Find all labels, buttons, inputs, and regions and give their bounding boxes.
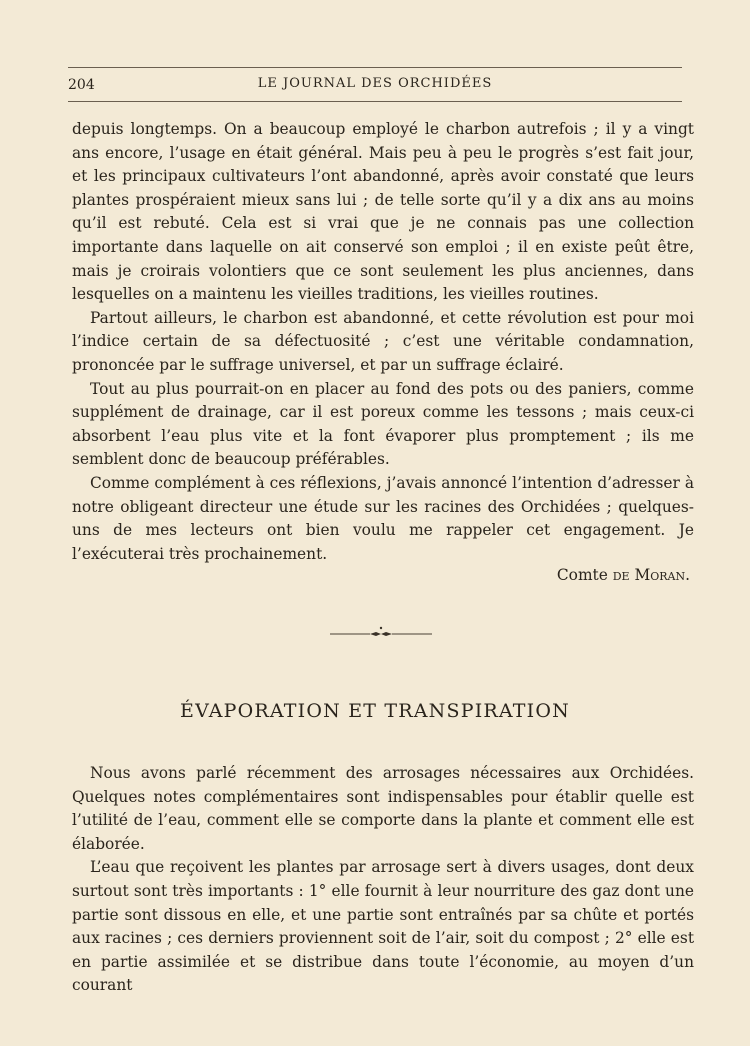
signature-prefix: Comte	[556, 566, 613, 584]
section-divider-ornament	[330, 624, 432, 644]
page-number: 204	[68, 77, 95, 93]
paragraph: L’eau que reçoivent les plantes par arrosage sert à divers usages, dont deux surtout sont très importants : 1° elle fournit à leur nourriture des gaz dont une partie sont dissous en elle, et une partie sont entraînés par sa chûte et portés aux racines ; ces derniers proviennent soit de l’air, soit du compost ; 2° elle est en partie assimilée et se distribue dans toute l’économie, au moyen d’un courant	[72, 858, 694, 995]
running-title: LE JOURNAL DES ORCHIDÉES	[257, 76, 493, 91]
paragraph: Tout au plus pourrait-on en placer au fond des pots ou des paniers, comme supplément de drainage, car il est poreux comme les tessons ; mais ceux-ci absorbent l’eau plus vite et la font évaporer plus promptement ; ils me semblent donc de beaucoup préférables.	[72, 379, 694, 469]
article-continuation	[72, 118, 694, 566]
header-rule-bottom	[68, 101, 682, 102]
signature-name: de Moran.	[612, 566, 690, 584]
paragraph: depuis longtemps. On a beaucoup employé le charbon autrefois ; il y a vingt ans encore, l’usage en était général. Mais peu à peu le progrès s’est fait jour, et les principaux cultivateurs l’ont abandonné, après avoir constaté que leurs plantes prospéraient mieux sans lui ; de telle sorte qu’il y a dix ans au moins qu’il est rebuté. Cela est si vrai que je ne connais pas une collection importante dans laquelle on ait conservé son emploi ; il en existe peût être, mais je croirais volontiers que ce sont seulement les plus anciennes, dans lesquelles on a maintenu les vieilles traditions, les vieilles routines.	[72, 120, 694, 304]
header-rule-top	[68, 67, 682, 68]
article-body	[72, 762, 694, 998]
author-signature	[420, 566, 690, 584]
running-header	[68, 75, 682, 97]
paragraph: Nous avons parlé récemment des arrosages nécessaires aux Orchidées. Quelques notes complémentaires sont indispensables pour établir quelle est l’utilité de l’eau, comment elle se comporte dans la plante et comment elle est élaborée.	[72, 764, 694, 853]
section-title: ÉVAPORATION ET TRANSPIRATION	[180, 700, 570, 722]
paragraph: Comme complément à ces réflexions, j’avais annoncé l’intention d’adresser à notre obligeant directeur une étude sur les racines des Orchidées ; quelques-uns de mes lecteurs ont bien voulu me rappeler cet engagement. Je l’exécuterai très prochainement.	[72, 473, 694, 563]
paragraph: Partout ailleurs, le charbon est abandonné, et cette révolution est pour moi l’indice certain de sa défectuosité ; c’est une véritable condamnation, prononcée par le suffrage universel, et par un suffrage éclairé.	[72, 308, 694, 374]
